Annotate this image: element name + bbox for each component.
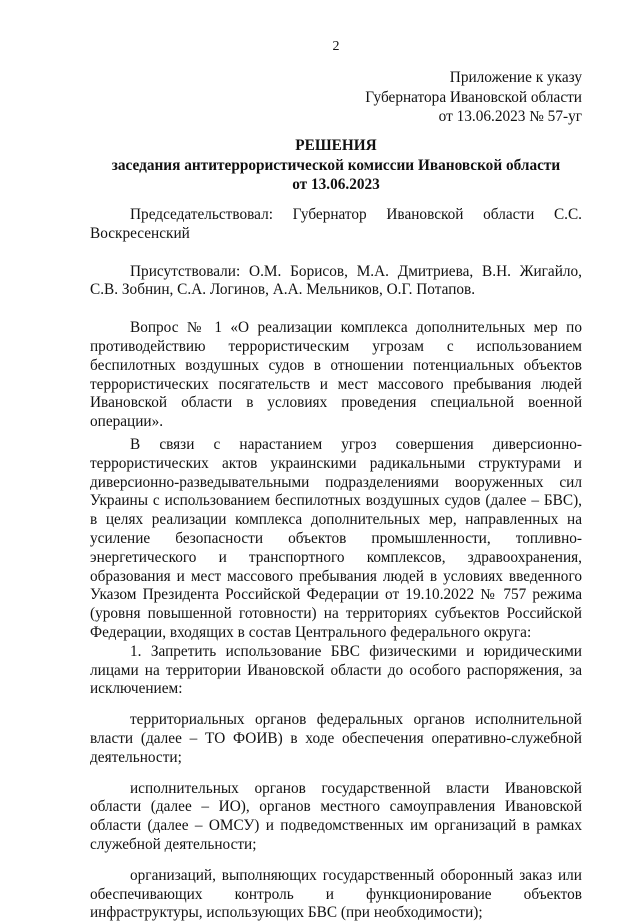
exception-paragraph: территориальных органов федеральных органов исполнительной власти (далее – ТО ФОИВ) в ходе обеспечения оперативно-служебной деятельности; <box>90 711 582 766</box>
page-number: 2 <box>332 39 340 54</box>
present-paragraph: Присутствовали: О.М. Борисов, М.А. Дмитриева, В.Н. Жигайло, С.В. Зобнин, С.А. Логинов, А.А. Мельников, О.Г. Потапов. <box>90 262 582 299</box>
question-paragraph: Вопрос № 1 «О реализации комплекса дополнительных мер по противодействию террористическим угрозам с использованием беспилотных воздушных судов в отношении потенциальных объектов террористических посягательств и мест массового пребывания людей Ивановской области в условиях проведения специальной военной операции». <box>90 319 582 431</box>
item-paragraph: 1. Запретить использование БВС физическими и юридическими лицами на территории Ивановской области до особого распоряжения, за исключением: <box>90 642 582 698</box>
appendix-line: от 13.06.2023 № 57-уг <box>438 108 582 125</box>
title-line: от 13.06.2023 <box>292 176 380 193</box>
title-line: заседания антитеррористической комиссии Ивановской области <box>111 156 561 174</box>
context-paragraph: В связи с нарастанием угроз совершения диверсионно-террористических актов украинскими радикальными структурами и диверсионно-разведывательными подразделениями вооруженных сил Украины с использованием беспилотных воздушных судов (далее – БВС), в целях реализации комплекса дополнительных мер, направленных на усиление безопасности объектов промышленности, топливно-энергетического и транспортного комплексов, здравоохранения, образования и мест массового пребывания людей в условиях введенного Указом Президента Российской Федерации от 19.10.2022 № 757 режима (уровня повышенной готовности) на территориях субъектов Российской Федерации, входящих в состав Центрального федерального округа: <box>90 435 582 641</box>
title-line: РЕШЕНИЯ <box>295 137 377 154</box>
chaired-paragraph: Председательствовал: Губернатор Ивановской области С.С. Воскресенский <box>90 206 582 242</box>
document-title <box>90 136 582 195</box>
appendix-note <box>365 68 582 127</box>
document-body <box>90 206 582 923</box>
exception-paragraph: исполнительных органов государственной власти Ивановской области (далее – ИО), органов местного самоуправления Ивановской области (далее – ОМСУ) и подведомственных им организаций в рамках служебной деятельности; <box>90 779 582 853</box>
appendix-line: Приложение к указу <box>449 69 582 86</box>
appendix-line: Губернатора Ивановской области <box>365 88 582 106</box>
exception-paragraph: организаций, выполняющих государственный оборонный заказ или обеспечивающих контроль и функционирование объектов инфраструктуры, использующих БВС (при необходимости); <box>90 866 582 922</box>
